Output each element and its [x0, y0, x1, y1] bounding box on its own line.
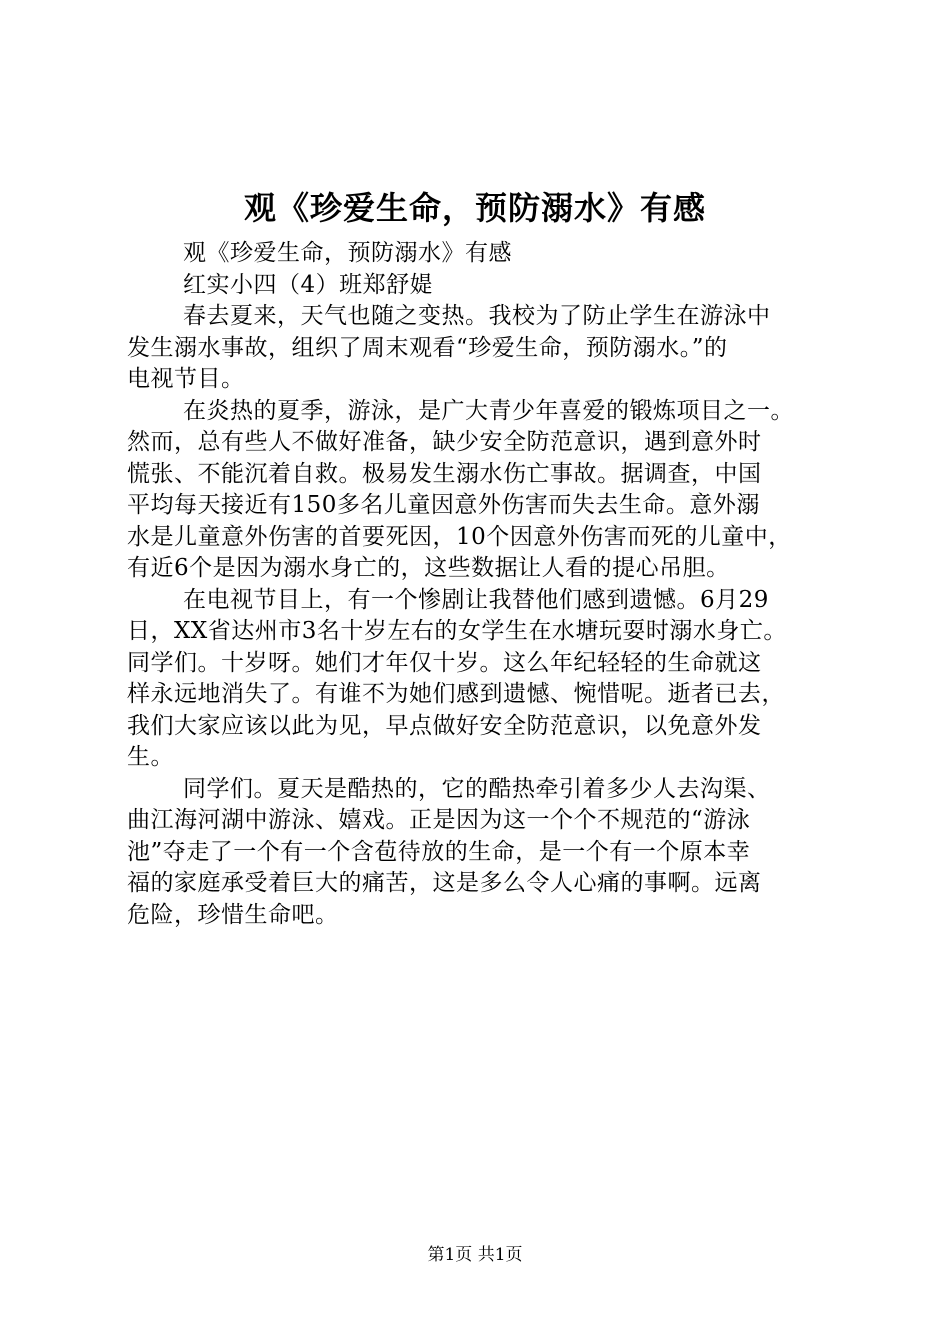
paragraph-line: 同学们。十岁呀。她们才年仅十岁。这么年纪轻轻的生命就这: [127, 649, 762, 676]
paragraph-line: 我们大家应该以此为见，早点做好安全防范意识，以免意外发: [127, 712, 762, 739]
paragraph-line: 样永远地消失了。有谁不为她们感到遗憾、惋惜呢。逝者已去，: [127, 681, 785, 707]
paragraph-1: [127, 301, 827, 396]
subtitle-line: 观《珍爱生命，预防溺水》有感: [183, 240, 512, 266]
paragraph-line: 然而，总有些人不做好准备，缺少安全防范意识，遇到意外时: [127, 429, 762, 455]
paragraph-4: [127, 774, 827, 932]
paragraph-line: 慌张、不能沉着自救。极易发生溺水伤亡事故。据调查，中国: [127, 460, 762, 487]
author-line: 红实小四（4）班郑舒媞: [183, 271, 434, 298]
paragraph-line: 水是儿童意外伤害的首要死因，10个因意外伤害而死的儿童中，: [127, 523, 792, 550]
paragraph-3: [127, 585, 827, 774]
paragraph-line: 池”夺走了一个有一个含苞待放的生命，是一个有一个原本幸: [127, 838, 751, 865]
page-footer: 第1页 共1页: [427, 1245, 523, 1265]
paragraph-line: 平均每天接近有150多名儿童因意外伤害而失去生命。意外溺: [127, 492, 760, 518]
paragraph-line: 同学们。夏天是酷热的，它的酷热牵引着多少人去沟渠、: [183, 775, 771, 802]
paragraph-line: 福的家庭承受着巨大的痛苦，这是多么令人心痛的事啊。远离: [127, 870, 762, 896]
paragraph-line: 在电视节目上，有一个惨剧让我替他们感到遗憾。6月29: [183, 586, 769, 613]
paragraph-line: 电视节目。: [127, 366, 245, 392]
paragraph-line: 危险，珍惜生命吧。: [127, 901, 339, 928]
paragraph-2: [127, 396, 827, 585]
paragraph-line: 有近6个是因为溺水身亡的，这些数据让人看的提心吊胆。: [127, 555, 730, 581]
paragraph-line: 发生溺水事故，组织了周末观看“珍爱生命，预防溺水。”的: [127, 334, 728, 361]
paragraph-line: 日，XX省达州市3名十岁左右的女学生在水塘玩耍时溺水身亡。: [127, 618, 787, 644]
document-title: 观《珍爱生命，预防溺水》有感: [243, 189, 706, 227]
document-body: [127, 238, 827, 931]
paragraph-line: 生。: [127, 744, 174, 770]
paragraph-line: 曲江海河湖中游泳、嬉戏。正是因为这一个个不规范的“游泳: [127, 807, 751, 833]
paragraph-line: 在炎热的夏季，游泳，是广大青少年喜爱的锻炼项目之一。: [183, 397, 794, 424]
paragraph-line: 春去夏来，天气也随之变热。我校为了防止学生在游泳中: [183, 303, 771, 329]
